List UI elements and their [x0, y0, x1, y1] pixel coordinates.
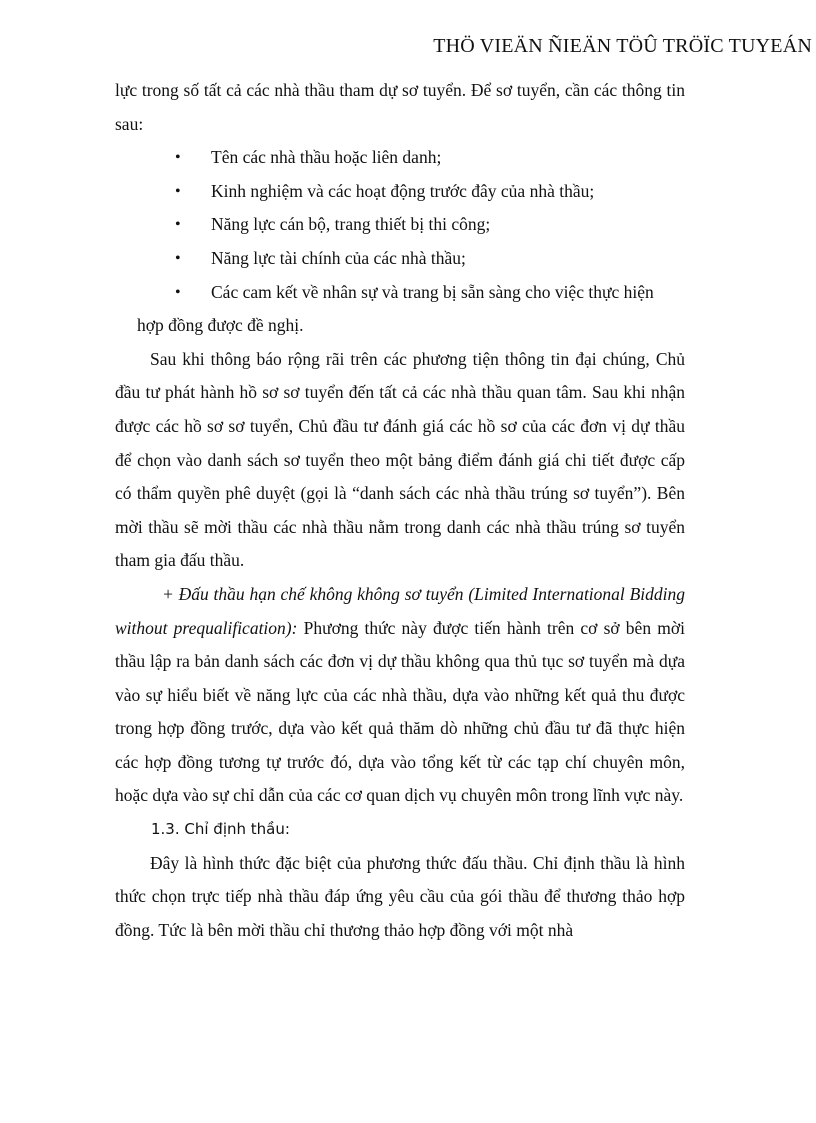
- document-body: [115, 74, 685, 947]
- paragraph-prequalification: Sau khi thông báo rộng rãi trên các phương tiện thông tin đại chúng, Chủ đầu tư phát hành hồ sơ sơ tuyển đến tất cả các nhà thầu quan tâm. Sau khi nhận được các hồ sơ sơ tuyển, Chủ đầu tư đánh giá các hồ sơ của các đơn vị dự thầu để chọn vào danh sách sơ tuyển theo một bảng điểm đánh giá chi tiết được cấp có thẩm quyền phê duyệt (gọi là “danh sách các nhà thầu trúng sơ tuyển”). Bên mời thầu sẽ mời thầu các nhà thầu nằm trong danh các nhà thầu trúng sơ tuyển tham gia đấu thầu.: [115, 348, 685, 571]
- bullet-icon: •: [175, 249, 181, 267]
- bullet-icon: •: [175, 283, 181, 301]
- bullet-icon: •: [175, 216, 181, 234]
- list-item: • Năng lực cán bộ, trang thiết bị thi công;: [115, 208, 685, 242]
- paragraph-intro: lực trong số tất cả các nhà thầu tham dự sơ tuyển. Để sơ tuyển, cần các thông tin sau:: [115, 80, 685, 134]
- list-item: • Kinh nghiệm và các hoạt động trước đây của nhà thầu;: [115, 175, 685, 209]
- requirements-list: [115, 141, 685, 343]
- bullet-icon: •: [175, 182, 181, 200]
- list-item: • Tên các nhà thầu hoặc liên danh;: [115, 141, 685, 175]
- bullet-icon: •: [175, 149, 181, 167]
- paragraph-direct-appointment: Đây là hình thức đặc biệt của phương thức đấu thầu. Chỉ định thầu là hình thức chọn trực tiếp nhà thầu đáp ứng yêu cầu của gói thầu để thương thảo hợp đồng. Tức là bên mời thầu chỉ thương thảo hợp đồng với một nhà: [115, 852, 685, 940]
- page-header: THÖ VIEÄN ÑIEÄN TÖÛ TRÖÏC TUYEÁN: [433, 35, 812, 57]
- limited-bidding-heading: + Đấu thầu hạn chế không không sơ tuyển (Limited International Bidding without prequalification):: [115, 583, 685, 638]
- section-heading: 1.3. Chỉ định thầu:: [151, 820, 290, 839]
- limited-bidding-text: Phương thức này được tiến hành trên cơ sở bên mời thầu lập ra bản danh sách các đơn vị dự thầu không qua thủ tục sơ tuyển mà dựa vào sự hiểu biết về năng lực của các nhà thầu, dựa vào những kết quả thu được trong hợp đồng trước, dựa vào kết quả thăm dò những chủ đầu tư đã thực hiện các hợp đồng tương tự trước đó, dựa vào tổng kết từ các tạp chí chuyên môn, hoặc dựa vào sự chỉ dẫn của các cơ quan dịch vụ chuyên môn trong lĩnh vực này.: [115, 617, 685, 806]
- list-item: • Năng lực tài chính của các nhà thầu;: [115, 242, 685, 276]
- paragraph-limited-bidding: [115, 578, 685, 813]
- list-item: • Các cam kết về nhân sự và trang bị sẵn sàng cho việc thực hiện hợp đồng được đề nghị.: [115, 276, 685, 343]
